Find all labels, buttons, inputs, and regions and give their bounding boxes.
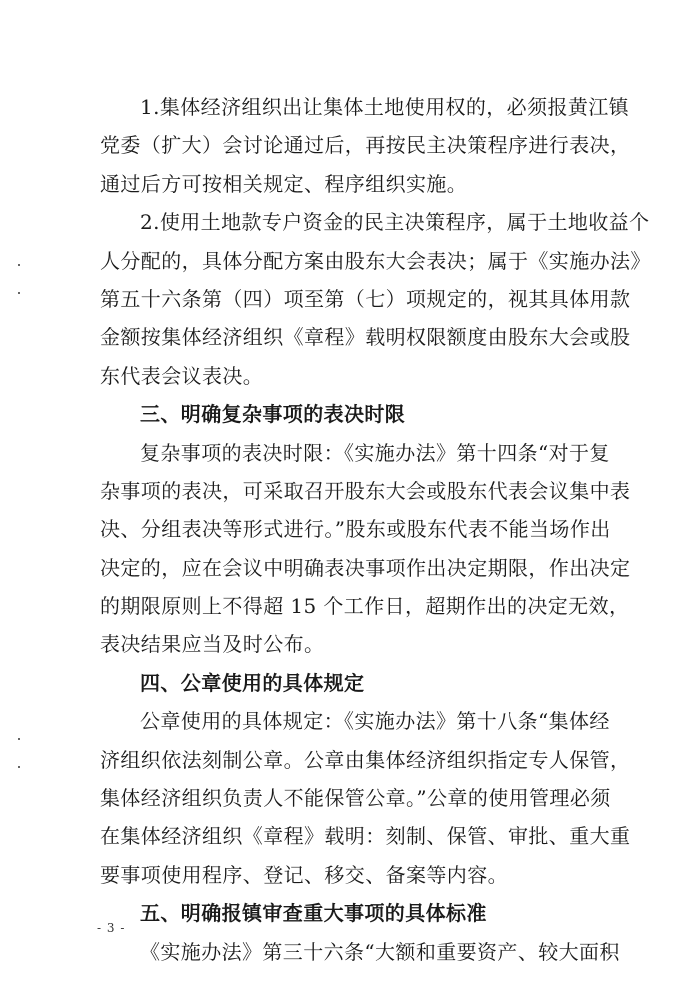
page-number: - 3 - <box>97 921 126 935</box>
paragraph-line: 要事项使用程序、登记、移交、备案等内容。 <box>100 862 508 887</box>
paragraph-line: 金额按集体经济组织《章程》载明权限额度由股东大会或股 <box>100 325 631 350</box>
document-body <box>100 88 651 971</box>
binding-mark <box>18 738 20 740</box>
paragraph-line: 公章使用的具体规定：《实施办法》第十八条“集体经 <box>140 709 610 734</box>
paragraph-line: 2.使用土地款专户资金的民主决策程序，属于土地收益个 <box>140 210 650 235</box>
paragraph-line: 济组织依法刻制公章。公章由集体经济组织指定专人保管， <box>100 747 631 772</box>
binding-mark <box>18 292 20 294</box>
paragraph-line: 通过后方可按相关规定、程序组织实施。 <box>100 171 468 196</box>
section-heading: 四、公章使用的具体规定 <box>140 670 365 695</box>
paragraph-line: 在集体经济组织《章程》载明：刻制、保管、审批、重大重 <box>100 824 631 849</box>
paragraph-line: 《实施办法》第三十六条“大额和重要资产、较大面积 <box>140 939 620 964</box>
paragraph-line: 1.集体经济组织出让集体土地使用权的，必须报黄江镇 <box>140 95 630 119</box>
paragraph-line: 复杂事项的表决时限：《实施办法》第十四条“对于复 <box>140 440 610 465</box>
section-heading: 三、明确复杂事项的表决时限 <box>140 402 406 427</box>
paragraph-line: 表决结果应当及时公布。 <box>100 632 325 657</box>
paragraph-line: 第五十六条第（四）项至第（七）项规定的，视其具体用款 <box>100 286 631 311</box>
paragraph-line: 党委（扩大）会讨论通过后，再按民主决策程序进行表决， <box>100 133 631 158</box>
paragraph-line: 决、分组表决等形式进行。”股东或股东代表不能当场作出 <box>100 517 611 542</box>
paragraph-line: 人分配的，具体分配方案由股东大会表决；属于《实施办法》 <box>100 248 651 273</box>
binding-mark <box>18 766 20 768</box>
paragraph-line: 东代表会议表决。 <box>100 363 264 388</box>
paragraph-line: 的期限原则上不得超 15 个工作日，超期作出的决定无效， <box>100 594 630 619</box>
binding-mark <box>18 264 20 266</box>
paragraph-line: 杂事项的表决，可采取召开股东大会或股东代表会议集中表 <box>100 478 631 503</box>
section-heading: 五、明确报镇审查重大事项的具体标准 <box>140 901 487 926</box>
paragraph-line: 决定的，应在会议中明确表决事项作出决定期限，作出决定 <box>100 555 631 580</box>
paragraph-line: 集体经济组织负责人不能保管公章。”公章的使用管理必须 <box>100 786 611 811</box>
